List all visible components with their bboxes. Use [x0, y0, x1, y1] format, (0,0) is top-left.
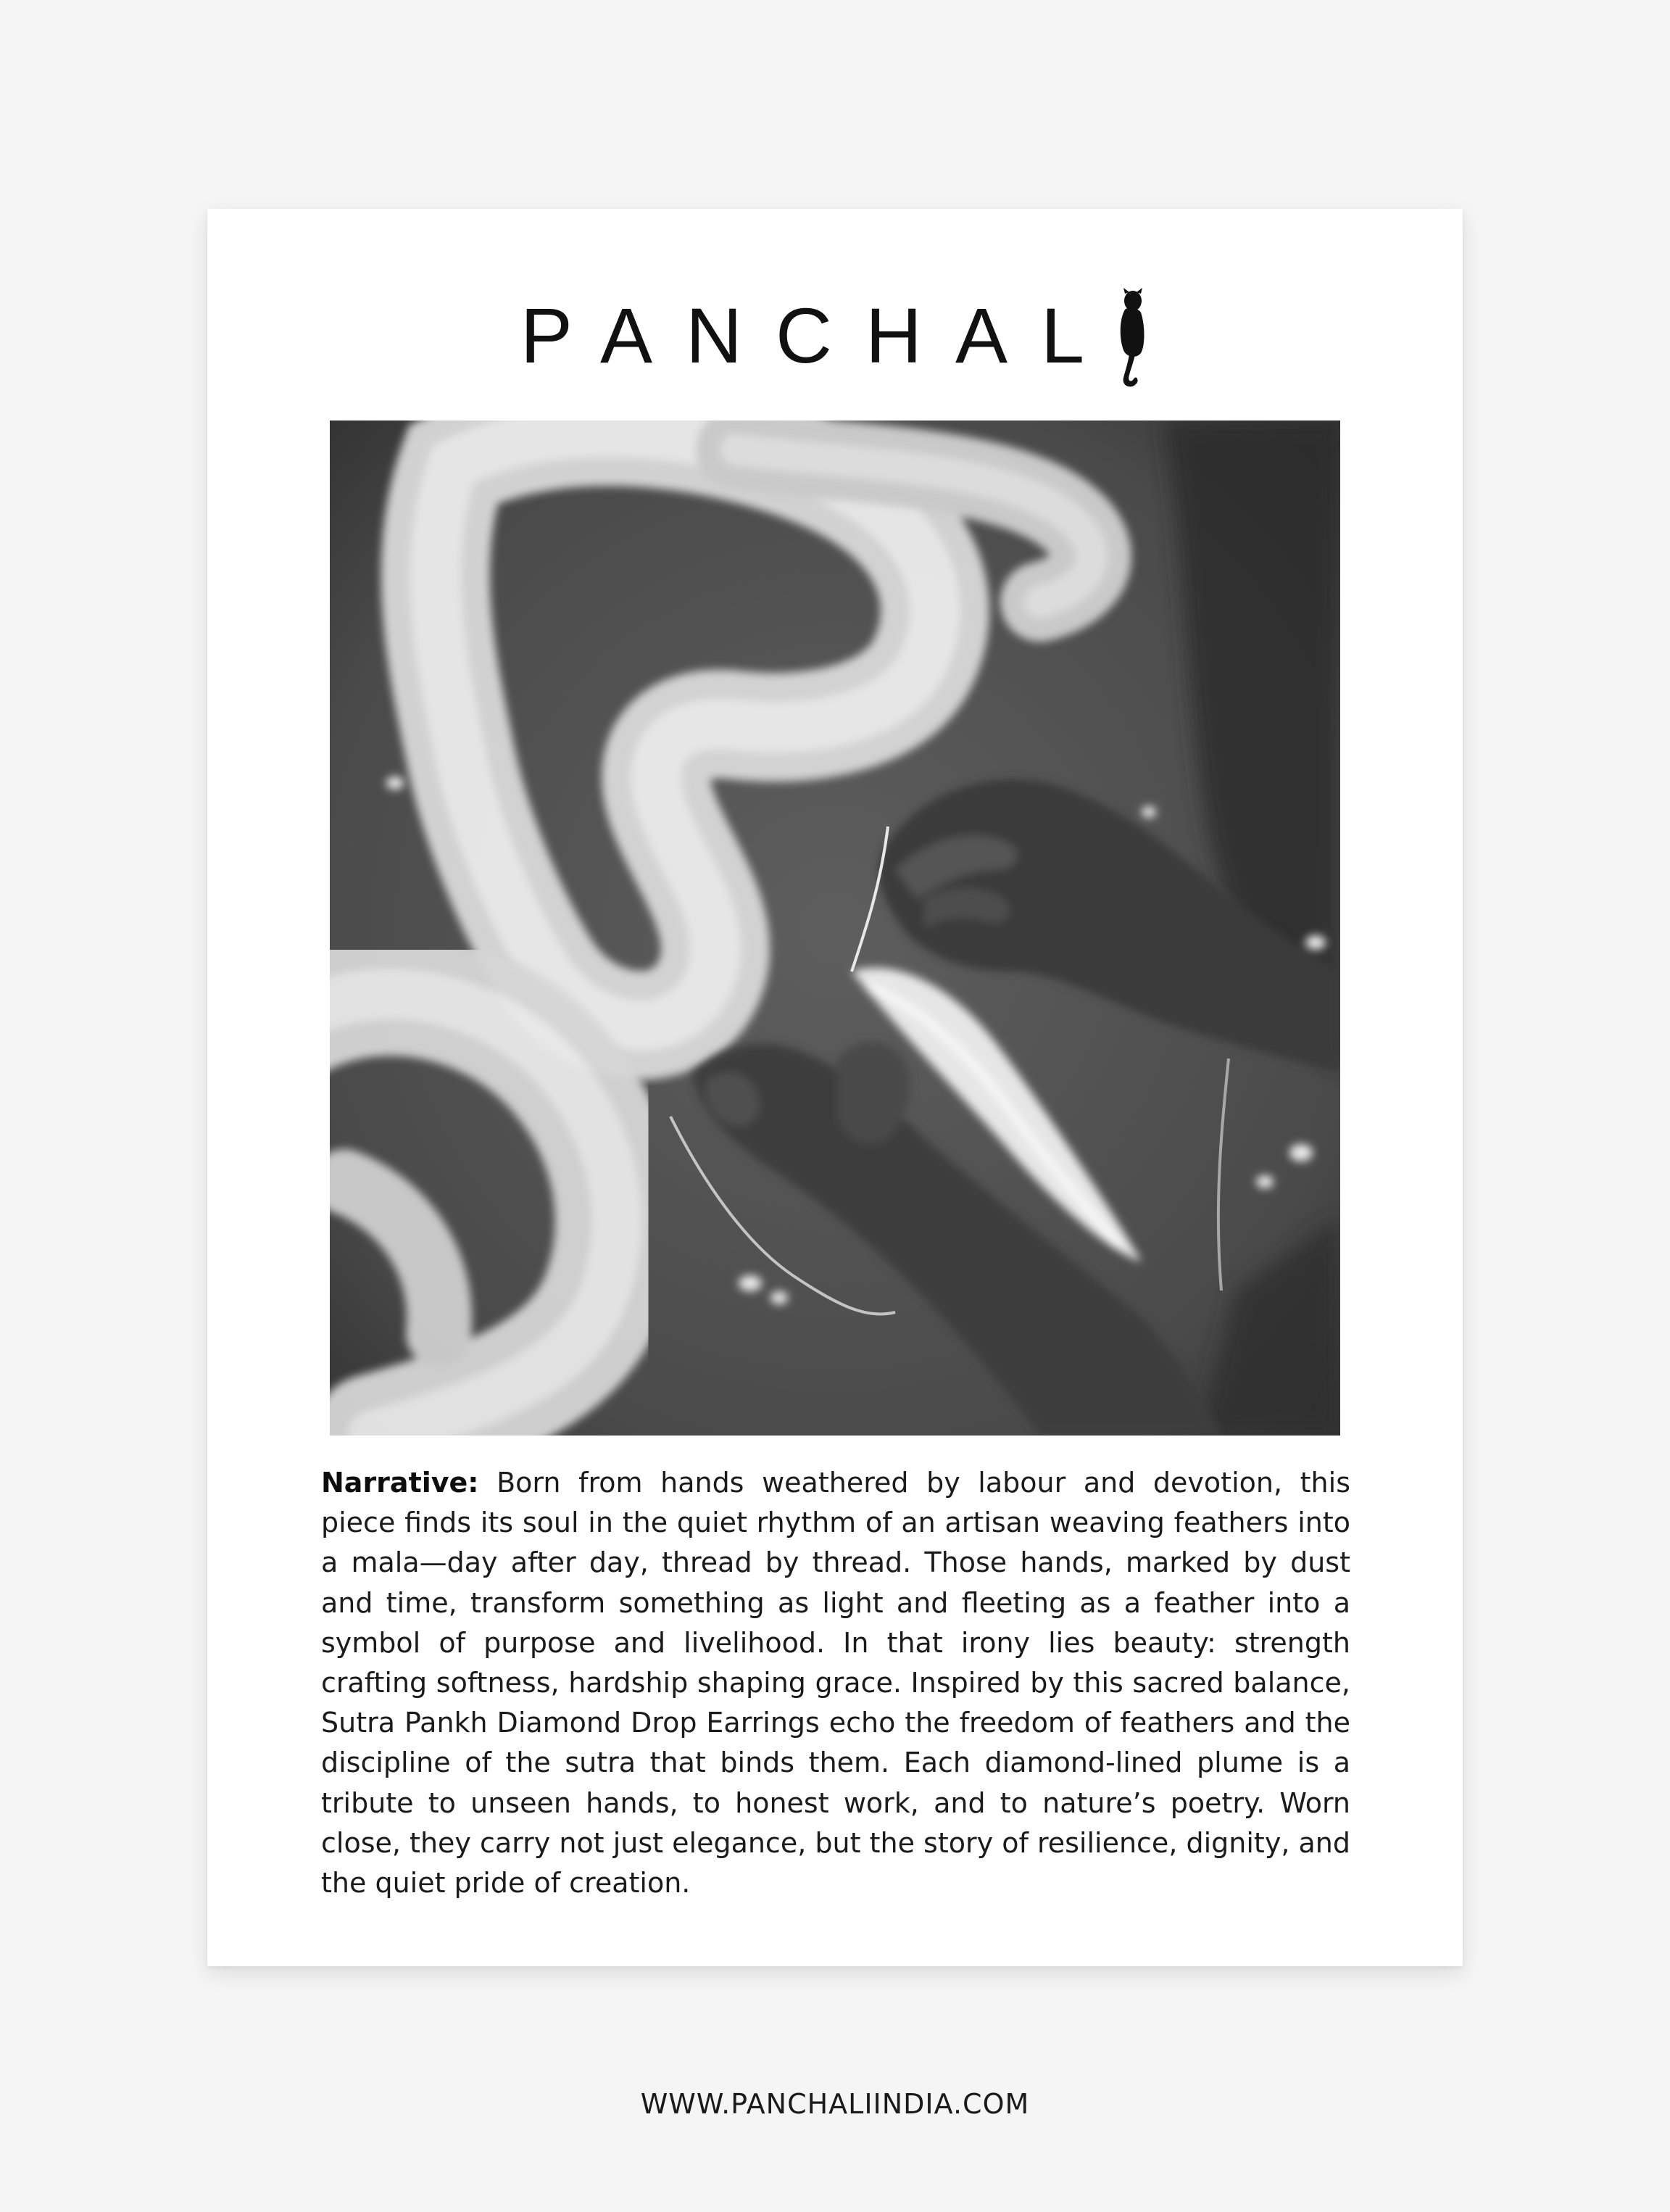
narrative-body: Born from hands weathered by labour and devotion, this piece finds its soul in the quiet rhythm of an artisan weaving feathers into a mala—day after day, thread by thread. Those hands, marked by dust and time, transform something as light and fleeting as a feather into a symbol of purpose and livelihood. In that irony lies beauty: strength crafting softness, hardship shaping grace. Inspired by this sacred balance, Sutra Pankh Diamond Drop Earrings echo the freedom of feathers and the discipline of the sutra that binds them. Each diamond-lined plume is a tribute to unseen hands, to honest work, and to nature’s poetry. Worn close, they carry not just elegance, but the story of resilience, dignity, and the quiet pride of creation.	[321, 1467, 1350, 1900]
website-url: WWW.PANCHALIINDIA.COM	[640, 2088, 1030, 2120]
artisan-photo	[330, 421, 1340, 1436]
narrative-label: Narrative:	[321, 1467, 479, 1499]
brand-logo-text: PANCHAL	[520, 291, 1118, 379]
artisan-photo-image	[330, 421, 1340, 1436]
monkey-silhouette-icon	[1115, 288, 1150, 388]
narrative-paragraph	[321, 1463, 1350, 1903]
content-card	[207, 209, 1463, 1966]
brand-logo	[207, 281, 1463, 390]
